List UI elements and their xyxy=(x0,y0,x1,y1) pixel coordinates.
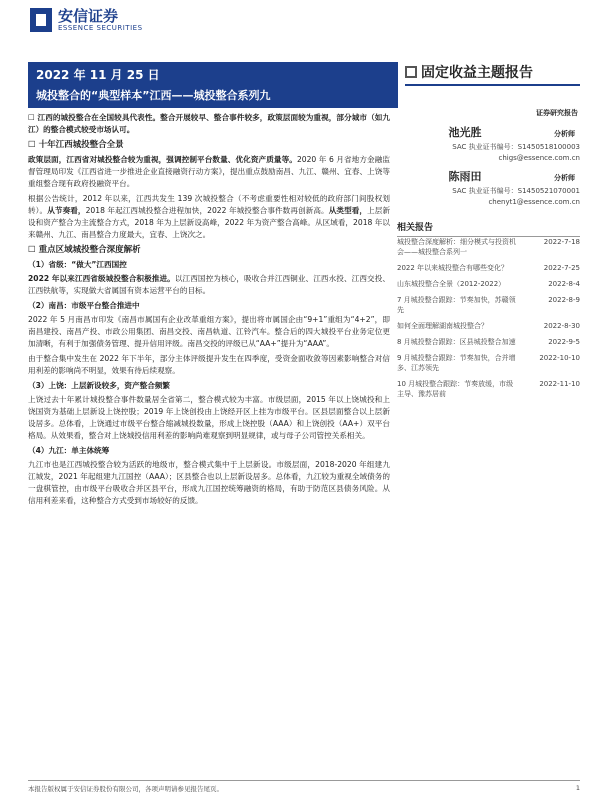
related-report-title: 山东城投整合全景（2012-2022） xyxy=(397,280,506,288)
related-report-item[interactable] xyxy=(397,237,580,257)
related-report-title: 10 月城投整合跟踪：节奏放缓，市级主导、豫苏居前 xyxy=(397,380,514,398)
bold-text: 2022 年以来江西省级城投整合积极推进。 xyxy=(28,274,175,283)
paragraph: 九江市也是江西城投整合较为活跃的地级市，整合模式集中于上层新设。市级层面，2018-2020 年组建九江城发，2021 年起组建九江国控（AAA）；区县整合也以上层新设居多。总体看，九江较为重视全域债务的一盘棋管控，由市级平台吸收合并区县平台，形成九江国控统筹融资的格局，有助于防范区县债务风险。从信用利差来看，这种整合方式受到市场较好的反馈。 xyxy=(28,460,390,505)
company-logo xyxy=(30,8,143,32)
analyst-role: 分析师 xyxy=(554,130,575,138)
paragraph: 由于整合集中发生在 2022 年下半年，部分主体评级提升发生在四季度，受资金面收敛等因素影响整合对信用利差的影响尚不明显，效果有待后续观察。 xyxy=(28,354,390,375)
subsection-title: （3）上饶：上层新设较多，资产整合频繁 xyxy=(28,381,170,390)
key-point: ☐ 江西的城投整合在全国较具代表性。整合开展较早、整合事件较多，政策层面较为重视，部分城市（如九江）的整合模式较受市场认可。 xyxy=(28,113,391,134)
related-report-item[interactable] xyxy=(397,295,580,315)
related-report-date: 2022-8-4 xyxy=(548,280,580,288)
related-report-item[interactable] xyxy=(397,279,580,289)
related-report-date: 2022-8-30 xyxy=(543,322,580,330)
related-reports-heading: 相关报告 xyxy=(397,220,580,237)
bold-text: 政策层面，江西省对城投整合较为重视，强调控制平台数量、优化资产质量等。 xyxy=(28,155,297,164)
related-report-item[interactable] xyxy=(397,321,580,331)
related-report-title: 9 月城投整合跟踪：节奏加快，合并增多、江苏领先 xyxy=(397,354,516,372)
related-report-item[interactable] xyxy=(397,353,580,373)
brand-name-en: ESSENCE SECURITIES xyxy=(58,24,143,32)
logo-mark-icon xyxy=(30,8,52,32)
related-report-date: 2022-11-10 xyxy=(539,380,580,388)
body-text: 2020 年 6 月省地方金融监督管理局印发《江西省进一步推进企业直接融资行动方案》，提出重点鼓励南昌、九江、赣州、宜春、上饶等重组整合现有政府投融资平台。 xyxy=(28,155,390,188)
subsection-title: （4）九江：单主体统筹 xyxy=(28,446,110,455)
brand-name-cn: 安信证券 xyxy=(58,7,119,25)
subsection-title: （2）南昌：市级平台整合推进中 xyxy=(28,301,140,310)
section-heading: ☐ 重点区域城投整合深度解析 xyxy=(28,245,141,255)
page-number: 1 xyxy=(575,784,580,792)
divider xyxy=(405,84,580,86)
report-type-icon xyxy=(405,66,417,78)
page-footer xyxy=(28,780,580,793)
title-banner xyxy=(28,62,398,108)
related-report-date: 2022-8-9 xyxy=(548,296,580,304)
related-report-item[interactable] xyxy=(397,379,580,399)
analyst-email[interactable]: chenyt1@essence.com.cn xyxy=(488,198,580,206)
section-title: 重点区域城投整合深度解析 xyxy=(38,245,141,255)
analyst-block xyxy=(405,168,580,206)
related-report-date: 2022-7-25 xyxy=(543,264,580,272)
report-type-label: 固定收益主题报告 xyxy=(421,65,533,81)
key-point-text: 江西的城投整合在全国较具代表性。整合开展较早、整合事件较多，政策层面较为重视，部分城市（如九江）的整合模式较受市场认可。 xyxy=(28,113,391,134)
analyst-sac: SAC 执业证书编号：S1450521070001 xyxy=(452,187,580,195)
section-heading: ☐ 十年江西城投整合全景 xyxy=(28,140,124,150)
related-report-item[interactable] xyxy=(397,263,580,273)
body-text: 上层新设和资产整合为主流整合方式，2018 年为上层新设高峰，2022 年为资产整合高峰。从区域看，2018 年以来赣州、九江、南昌整合力度最大，宜春、上饶次之。 xyxy=(28,206,391,239)
bold-text: 从节奏看， xyxy=(47,206,86,215)
sidebar-category: 证券研究报告 xyxy=(536,109,578,117)
analyst-role: 分析师 xyxy=(554,174,575,182)
body-text: 2018 年起江西城投整合进程加快，2022 年城投整合事件数再创新高。 xyxy=(85,206,329,215)
paragraph xyxy=(28,154,390,190)
paragraph: 上饶过去十年累计城投整合事件数量居全省第二，整合模式较为丰富。市级层面，2015 年以上饶城投和上饶国资为基础上层新设上饶控股；2019 年上饶创投由上饶经开区上挂为市级平台。区县层面整合以上层新设居多。总体看，上饶通过市级平台整合缩减城投数量，形成上饶控股（AAA）和上饶创投（AA+）双平台格局。从效果看，整合对上饶城投信用利差的影响尚难观察到明显规律，或与母子公司管控关系相关。 xyxy=(28,395,390,440)
related-report-item[interactable] xyxy=(397,337,580,347)
analyst-block xyxy=(405,124,580,162)
paragraph xyxy=(28,273,390,297)
related-report-date: 2022-10-10 xyxy=(539,354,580,362)
related-report-date: 2022-9-5 xyxy=(548,338,580,346)
bold-text: 从类型看， xyxy=(328,206,368,215)
related-report-title: 2022 年以来城投整合有哪些变化？ xyxy=(397,264,509,272)
main-content xyxy=(28,112,390,510)
analyst-sac: SAC 执业证书编号：S1450518100003 xyxy=(452,143,580,151)
footer-disclaimer: 本报告版权属于安信证券股份有限公司，各项声明请参见报告尾页。 xyxy=(28,785,223,793)
analyst-name: 陈雨田 xyxy=(448,170,482,183)
related-report-date: 2022-7-18 xyxy=(543,238,580,246)
body-text: 以江西国控为核心，吸收合并江西铜业、江西水投、江西交投、江西铁航等，实现做大省属国有资本运营平台的目标。 xyxy=(28,274,390,295)
related-report-title: 8 月城投整合跟踪：区县城投整合加速 xyxy=(397,338,516,346)
subsection-title: （1）省级：“做大”江西国控 xyxy=(28,260,127,269)
analyst-name: 池光胜 xyxy=(448,126,482,139)
paragraph xyxy=(28,193,390,241)
report-type xyxy=(405,62,580,82)
related-reports-list xyxy=(397,237,580,405)
paragraph: 2022 年 5 月南昌市印发《南昌市属国有企业改革重组方案》，提出将市属国企由“9+1”重组为“4+2”，即南昌建投、南昌产投、市政公用集团、南昌交投、南昌轨道、江铃汽车。整合后的四大城投平台业务定位更加清晰，有利于加强债务管理、提升信用评级。南昌交投的评级已从“AA+”提升为“AAA”。 xyxy=(28,315,390,348)
section-title: 十年江西城投整合全景 xyxy=(38,140,124,150)
related-report-title: 7 月城投整合跟踪：节奏加快，苏赣领先 xyxy=(397,296,516,314)
report-date: 2022 年 11 月 25 日 xyxy=(36,68,160,82)
analyst-email[interactable]: chigs@essence.com.cn xyxy=(498,154,580,162)
body-text: 根据公告统计，2012 年以来，江西共发生 139 次城投整合（不考虑重要性相对较低的政府部门间股权划转）。 xyxy=(28,194,390,215)
related-report-title: 如何全面理解湖南城投整合？ xyxy=(397,322,488,330)
report-title: 城投整合的“典型样本”江西——城投整合系列九 xyxy=(36,89,271,102)
related-report-title: 城投整合深度解析：细分模式与投资机会——城投整合系列一 xyxy=(397,238,516,256)
